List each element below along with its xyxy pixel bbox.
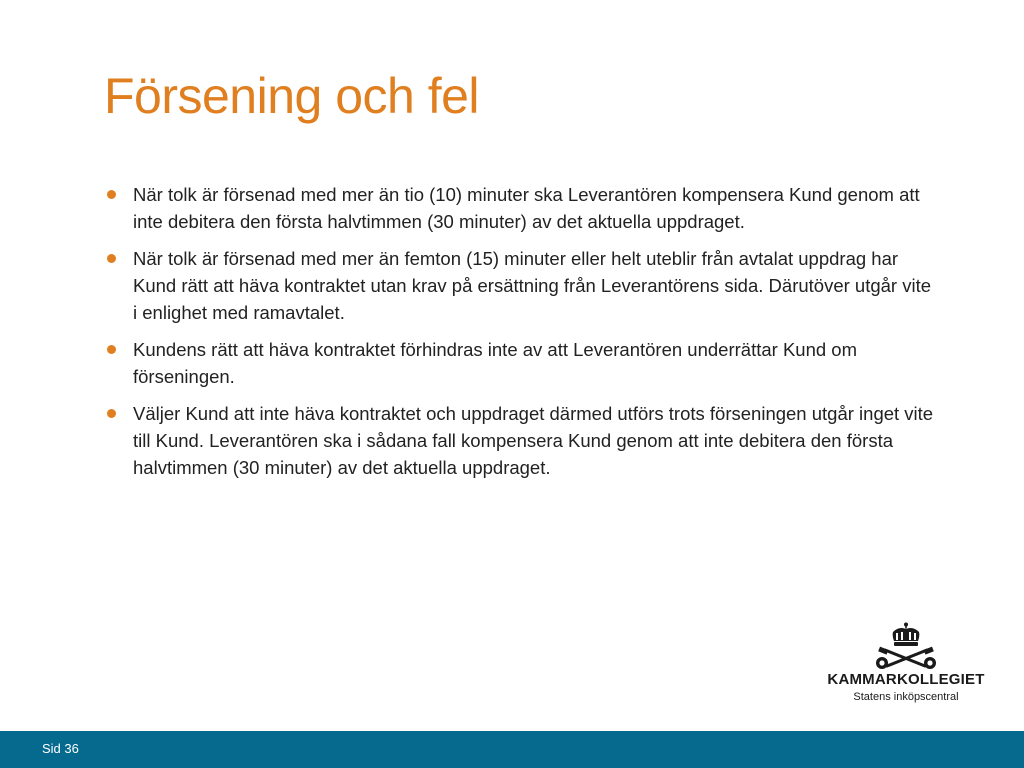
footer-bar: [0, 731, 1024, 768]
logo-name: KAMMARKOLLEGIET: [827, 671, 985, 688]
bullet-item: [104, 181, 934, 235]
slide-title: Försening och fel: [104, 68, 480, 124]
bullet-dot-icon: [107, 190, 116, 199]
bullet-item: [104, 336, 934, 390]
page-number: Sid 36: [42, 741, 79, 756]
bullet-dot-icon: [107, 254, 116, 263]
bullet-text: När tolk är försenad med mer än femton (15) minuter eller helt uteblir från avtalat uppdrag har Kund rätt att häva kontraktet utan krav på ersättning från Leverantörens sida. Därutöver utgår vite i enlighet med ramavtalet.: [133, 248, 932, 323]
bullet-dot-icon: [107, 409, 116, 418]
bullet-dot-icon: [107, 345, 116, 354]
crown-keys-icon: [875, 622, 937, 672]
bullet-list: [104, 181, 934, 491]
bullet-item: [104, 400, 934, 481]
logo-subtitle: Statens inköpscentral: [853, 691, 959, 703]
bullet-text: Kundens rätt att häva kontraktet förhindras inte av att Leverantören underrättar Kund om förseningen.: [133, 339, 857, 387]
bullet-item: [104, 245, 934, 326]
kammarkollegiet-logo: [822, 622, 990, 708]
bullet-text: Väljer Kund att inte häva kontraktet och uppdraget därmed utförs trots förseningen utgår inget vite till Kund. Leverantören ska i sådana fall kompensera Kund genom att inte debitera den första halvtimmen (30 minuter) av det aktuella uppdraget.: [133, 403, 934, 478]
bullet-text: När tolk är försenad med mer än tio (10) minuter ska Leverantören kompensera Kund genom att inte debitera den första halvtimmen (30 minuter) av det aktuella uppdraget.: [133, 184, 920, 232]
